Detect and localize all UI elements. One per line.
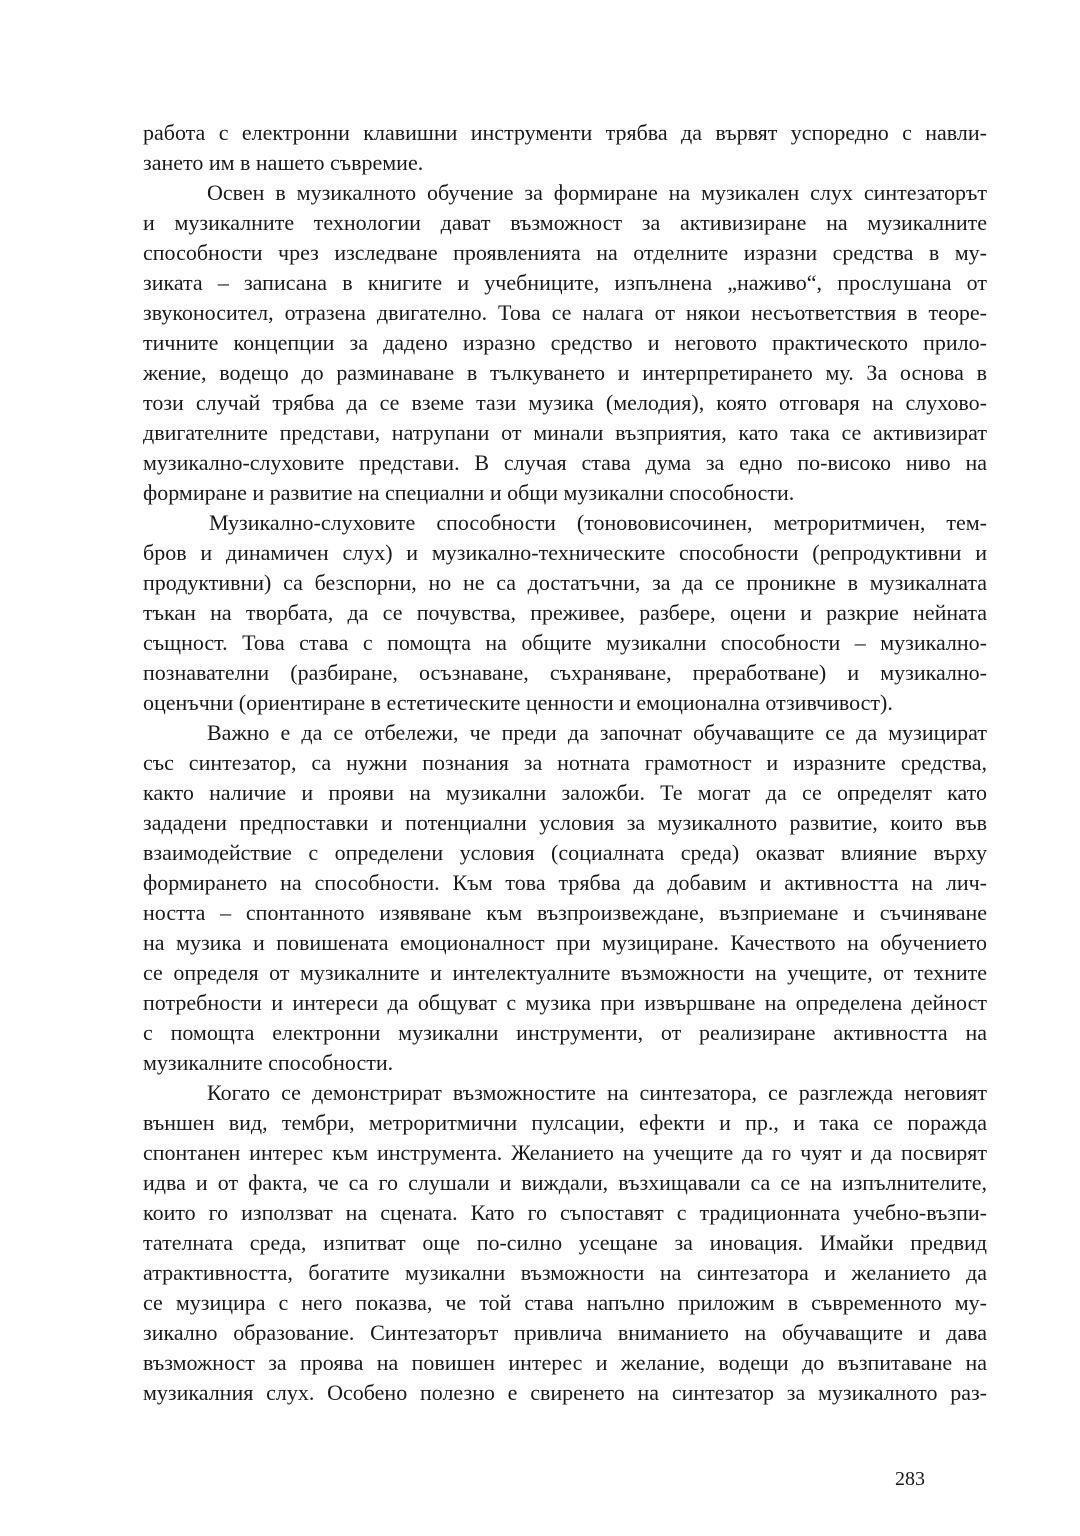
text-line: зададени предпоставки и потенциални условия за музикалното развитие, които във <box>143 810 987 835</box>
text-line: бров и динамичен слух) и музикално-техническите способности (репродуктивни и <box>143 540 987 565</box>
text-line: продуктивни) са безспорни, но не са достатъчни, за да се проникне в музикалната <box>143 570 987 595</box>
paragraph-first-line: Важно е да се отбележи, че преди да започнат обучаващите се да музицират <box>207 720 987 745</box>
text-line: взаимодействие с определени условия (социалната среда) оказват влияние върху <box>143 840 987 865</box>
text-line: оценъчни (ориентиране в естетическите ценности и емоционална отзивчивост). <box>143 690 893 715</box>
text-line: възможност за проява на повишен интерес и желание, водещи до възпитаване на <box>143 1350 987 1375</box>
text-line: музикално-слуховите представи. В случая става дума за едно по-високо ниво на <box>143 450 987 475</box>
text-line: формирането на способности. Към това трябва да добавим и активността на лич- <box>143 870 987 895</box>
text-line: тателната среда, изпитват още по-силно усещане за иновация. Имайки предвид <box>143 1230 987 1255</box>
text-line: познавателни (разбиране, осъзнаване, съхраняване, преработване) и музикално- <box>143 660 987 685</box>
text-line: работа с електронни клавишни инструменти трябва да вървят успоредно с навли- <box>143 120 987 145</box>
text-line: и музикалните технологии дават възможност за активизиране на музикалните <box>143 210 987 235</box>
text-line: се музицира с него показва, че той става напълно приложим в съвременното му- <box>143 1290 987 1315</box>
paragraph-first-line: Музикално-слуховите способности (тонововисочинен, метроритмичен, тем- <box>209 510 987 535</box>
text-line: този случай трябва да се вземе тази музика (мелодия), която отговаря на слухово- <box>143 390 987 415</box>
text-line: способности чрез изследване проявленията на отделните изразни средства в му- <box>143 240 987 265</box>
text-line: спонтанен интерес към инструмента. Желанието на учещите да го чуят и да посвирят <box>143 1140 987 1165</box>
text-line: тичните концепции за дадено изразно средство и неговото практическото прило- <box>143 330 987 355</box>
body-text <box>143 118 987 1408</box>
text-line: които го използват на сцената. Като го съпоставят с традиционната учебно-възпи- <box>143 1200 987 1225</box>
text-line: зането им в нашето съвремие. <box>143 150 424 175</box>
text-line: формиране и развитие на специални и общи музикални способности. <box>143 480 795 505</box>
text-line: със синтезатор, са нужни познания за нотната грамотност и изразните средства, <box>143 750 987 775</box>
text-line: атрактивността, богатите музикални възможности на синтезатора и желанието да <box>143 1260 987 1285</box>
paragraph-first-line: Освен в музикалното обучение за формиране на музикален слух синтезаторът <box>207 180 987 205</box>
text-line: тъкан на творбата, да се почувства, преживее, разбере, оцени и разкрие нейната <box>143 600 987 625</box>
text-line: идва и от факта, че са го слушали и виждали, възхищавали са се на изпълнителите, <box>143 1170 987 1195</box>
text-line: музикалния слух. Особено полезно е свиренето на синтезатор за музикалното раз- <box>143 1380 987 1405</box>
text-line: същност. Това става с помощта на общите музикални способности – музикално- <box>143 630 987 655</box>
text-line: на музика и повишената емоционалност при музициране. Качеството на обучението <box>143 930 987 955</box>
text-line: външен вид, тембри, метроритмични пулсации, ефекти и пр., и така се поражда <box>143 1110 987 1135</box>
text-line: с помощта електронни музикални инструменти, от реализиране активността на <box>143 1020 987 1045</box>
text-line: зиката – записана в книгите и учебниците, изпълнена „наживо“, прослушана от <box>143 270 987 295</box>
text-line: ността – спонтанното изявяване към възпроизвеждане, възприемане и съчиняване <box>143 900 987 925</box>
text-line: музикалните способности. <box>143 1050 394 1075</box>
page-number: 283 <box>895 1468 925 1490</box>
text-line: потребности и интереси да общуват с музика при извършване на определена дейност <box>143 990 987 1015</box>
paragraph-first-line: Когато се демонстрират възможностите на синтезатора, се разглежда неговият <box>207 1080 987 1105</box>
text-line: двигателните представи, натрупани от минали възприятия, като така се активизират <box>143 420 987 445</box>
text-line: жение, водещо до разминаване в тълкуването и интерпретирането му. За основа в <box>143 360 987 385</box>
text-line: както наличие и прояви на музикални заложби. Те могат да се определят като <box>143 780 987 805</box>
text-line: се определя от музикалните и интелектуалните възможности на учещите, от техните <box>143 960 987 985</box>
text-line: зикално образование. Синтезаторът привлича вниманието на обучаващите и дава <box>143 1320 987 1345</box>
text-line: звуконосител, отразена двигателно. Това се налага от някои несъответствия в теоре- <box>143 300 987 325</box>
